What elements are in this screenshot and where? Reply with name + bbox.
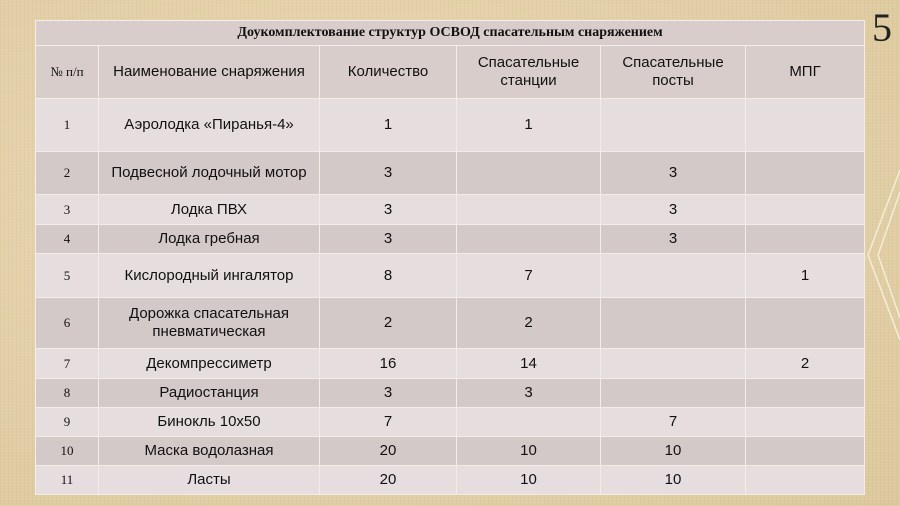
row-number: 9 [36, 408, 99, 437]
row-stations: 3 [457, 379, 601, 408]
row-posts: 10 [601, 437, 746, 466]
table-row [36, 437, 865, 466]
table-row [36, 349, 865, 379]
row-stations: 10 [457, 437, 601, 466]
row-mpg [746, 195, 865, 225]
row-stations: 2 [457, 298, 601, 349]
row-mpg [746, 408, 865, 437]
row-quantity: 3 [320, 195, 457, 225]
row-mpg [746, 298, 865, 349]
table-row [36, 408, 865, 437]
row-number: 11 [36, 466, 99, 495]
row-number: 8 [36, 379, 99, 408]
row-quantity: 8 [320, 254, 457, 298]
row-equipment-name: Ласты [99, 466, 320, 495]
row-quantity: 20 [320, 437, 457, 466]
row-quantity: 3 [320, 225, 457, 254]
row-number: 2 [36, 152, 99, 195]
row-posts: 7 [601, 408, 746, 437]
row-stations: 14 [457, 349, 601, 379]
row-stations: 1 [457, 99, 601, 152]
row-stations [457, 152, 601, 195]
row-equipment-name: Подвесной лодочный мотор [99, 152, 320, 195]
row-stations [457, 225, 601, 254]
row-stations: 7 [457, 254, 601, 298]
row-number: 4 [36, 225, 99, 254]
row-quantity: 3 [320, 379, 457, 408]
header-quantity: Количество [320, 46, 457, 99]
header-rescue-stations: Спасательные станции [457, 46, 601, 99]
row-quantity: 20 [320, 466, 457, 495]
row-equipment-name: Дорожка спасательная пневматическая [99, 298, 320, 349]
row-number: 3 [36, 195, 99, 225]
row-stations [457, 195, 601, 225]
row-equipment-name: Бинокль 10х50 [99, 408, 320, 437]
row-quantity: 3 [320, 152, 457, 195]
row-posts: 3 [601, 225, 746, 254]
row-number: 6 [36, 298, 99, 349]
table-row [36, 298, 865, 349]
row-quantity: 16 [320, 349, 457, 379]
row-number: 10 [36, 437, 99, 466]
header-number: № п/п [36, 46, 99, 99]
row-quantity: 2 [320, 298, 457, 349]
header-rescue-posts: Спасательные посты [601, 46, 746, 99]
slide-number: 5 [872, 5, 892, 50]
row-quantity: 7 [320, 408, 457, 437]
table-row [36, 225, 865, 254]
table-row [36, 99, 865, 152]
row-posts: 3 [601, 152, 746, 195]
table-row [36, 466, 865, 495]
row-mpg [746, 466, 865, 495]
row-mpg [746, 379, 865, 408]
row-equipment-name: Лодка гребная [99, 225, 320, 254]
table-row [36, 254, 865, 298]
table-row [36, 195, 865, 225]
row-number: 5 [36, 254, 99, 298]
table-title: Доукомплектование структур ОСВОД спасательным снаряжением [36, 21, 865, 46]
header-equipment-name: Наименование снаряжения [99, 46, 320, 99]
chevron-decoration-icon [864, 170, 900, 340]
row-posts: 10 [601, 466, 746, 495]
table-header-row [36, 46, 865, 99]
row-posts: 3 [601, 195, 746, 225]
row-equipment-name: Аэролодка «Пиранья-4» [99, 99, 320, 152]
table-row [36, 152, 865, 195]
row-number: 1 [36, 99, 99, 152]
row-mpg: 2 [746, 349, 865, 379]
row-equipment-name: Декомпрессиметр [99, 349, 320, 379]
row-mpg [746, 225, 865, 254]
row-posts [601, 99, 746, 152]
row-posts [601, 349, 746, 379]
row-mpg [746, 437, 865, 466]
row-equipment-name: Лодка ПВХ [99, 195, 320, 225]
row-posts [601, 298, 746, 349]
row-posts [601, 254, 746, 298]
row-quantity: 1 [320, 99, 457, 152]
row-mpg [746, 152, 865, 195]
row-number: 7 [36, 349, 99, 379]
table-title-row [36, 21, 865, 46]
row-stations: 10 [457, 466, 601, 495]
equipment-table [35, 20, 865, 495]
row-equipment-name: Маска водолазная [99, 437, 320, 466]
row-equipment-name: Радиостанция [99, 379, 320, 408]
row-equipment-name: Кислородный ингалятор [99, 254, 320, 298]
row-posts [601, 379, 746, 408]
row-stations [457, 408, 601, 437]
table-row [36, 379, 865, 408]
row-mpg: 1 [746, 254, 865, 298]
header-mpg: МПГ [746, 46, 865, 99]
row-mpg [746, 99, 865, 152]
